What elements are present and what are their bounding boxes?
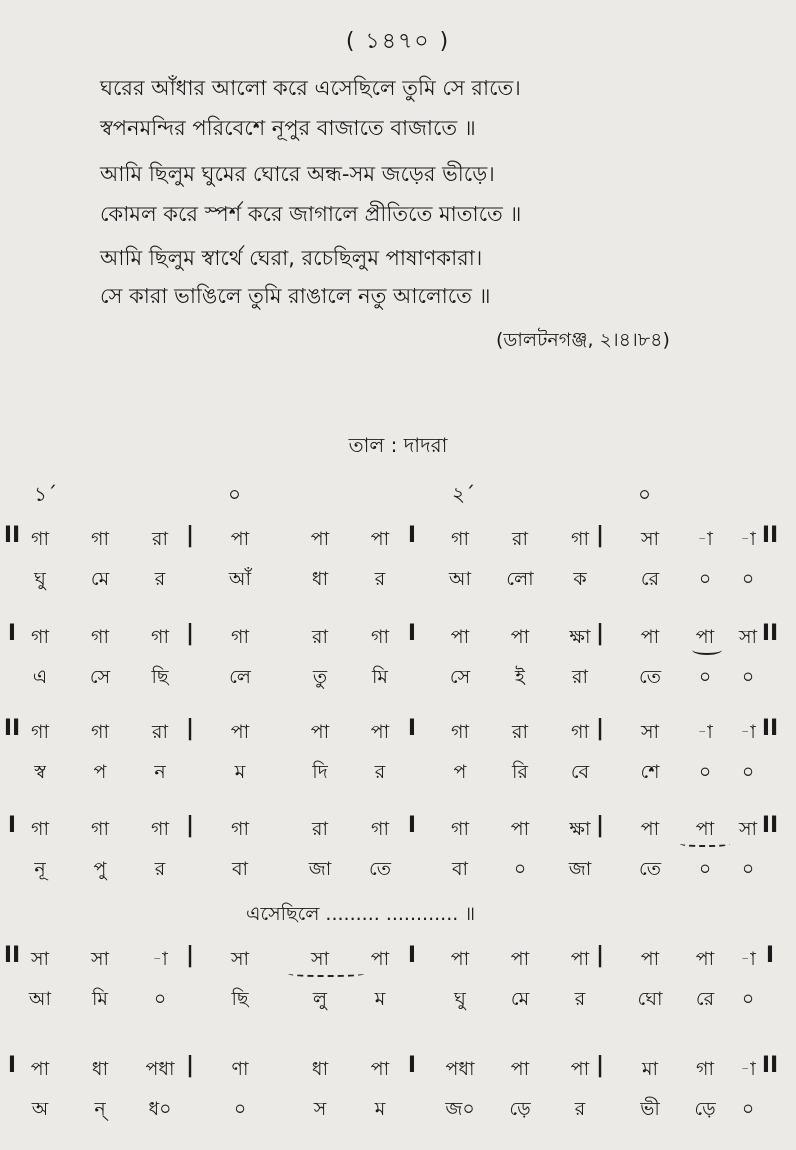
- end-bar: II: [761, 621, 779, 646]
- swara-note: রা: [512, 721, 528, 743]
- lyric-syllable: প: [93, 761, 107, 783]
- lyric-syllable: ক: [573, 568, 587, 590]
- lyric-syllable: ধ০: [148, 1098, 172, 1120]
- poem-line: আমি ছিলুম ঘুমের ঘোরে অন্ধ-সম জড়ের ভীড়ে।: [100, 162, 495, 186]
- swara-note: সা: [738, 818, 758, 840]
- lyric-syllable: আ: [28, 988, 52, 1010]
- lyric-syllable: এ: [32, 666, 48, 688]
- swara-note: রা: [312, 818, 328, 840]
- end-bar: II: [761, 813, 779, 838]
- swara-note: পা: [510, 626, 530, 648]
- swara-note: গা: [91, 626, 109, 648]
- swara-note: সা: [310, 948, 330, 970]
- swara-note: সা: [640, 528, 660, 550]
- swara-note: পা: [510, 948, 530, 970]
- lyric-syllable: রে: [695, 988, 715, 1010]
- swara-note: পা: [310, 721, 330, 743]
- poem-line: কোমল করে স্পর্শ করে জাগালে প্রীতিতে মাতাতে ॥: [100, 202, 522, 226]
- lyric-syllable: আঁ: [228, 568, 252, 590]
- lyric-syllable: র: [154, 858, 166, 880]
- lyric-syllable: ০: [741, 1098, 755, 1120]
- swara-note: পা: [450, 948, 470, 970]
- swara-note: পা: [570, 948, 590, 970]
- swara-note: -া: [740, 528, 756, 550]
- swara-note: পা: [450, 626, 470, 648]
- swara-note: -া: [740, 721, 756, 743]
- divider-bar: |: [595, 621, 605, 646]
- lyric-syllable: ড়ে: [694, 1098, 716, 1120]
- swara-note: গা: [231, 818, 249, 840]
- lyric-syllable: ন: [154, 761, 166, 783]
- swara-note: গা: [91, 818, 109, 840]
- swara-note: গা: [31, 528, 49, 550]
- swara-note: গা: [571, 528, 589, 550]
- lyric-syllable: রে: [640, 568, 660, 590]
- lyric-syllable: বা: [231, 858, 249, 880]
- divider-bar: |: [595, 813, 605, 838]
- swara-note: পধা: [445, 1058, 475, 1080]
- lyric-syllable: মে: [90, 568, 110, 590]
- swara-note: গা: [91, 721, 109, 743]
- lyric-syllable: ০: [741, 988, 755, 1010]
- swara-note: পধা: [145, 1058, 175, 1080]
- swara-note: সা: [230, 948, 250, 970]
- swara-note: গা: [31, 626, 49, 648]
- divider-bar: |: [185, 621, 195, 646]
- start-bar: I: [7, 621, 17, 646]
- swara-note: -া: [697, 528, 713, 550]
- lyric-syllable: সে: [89, 666, 111, 688]
- divider-bar: I: [407, 523, 417, 548]
- poem-line: আমি ছিলুম স্বার্থে ঘেরা, রচেছিলুম পাষাণকারা।: [100, 246, 483, 270]
- page-number: ( ১৪৭০ ): [345, 29, 451, 54]
- swara-note: গা: [696, 1058, 714, 1080]
- lyric-syllable: লু: [312, 988, 328, 1010]
- lyric-syllable: শে: [640, 761, 660, 783]
- swara-note: সা: [640, 721, 660, 743]
- lyric-syllable: ধা: [311, 568, 329, 590]
- swara-note: গা: [31, 818, 49, 840]
- lyric-syllable: বা: [451, 858, 469, 880]
- lyric-syllable: ঘু: [34, 568, 46, 590]
- lyric-syllable: ম: [374, 988, 386, 1010]
- lyric-syllable: বে: [570, 761, 590, 783]
- end-bar: II: [761, 523, 779, 548]
- swara-note: পা: [640, 948, 660, 970]
- beat-marks: [0, 480, 796, 510]
- swara-note: পা: [230, 528, 250, 550]
- lyric-syllable: অ: [31, 1098, 49, 1120]
- lyric-syllable: ০: [741, 568, 755, 590]
- swara-note: গা: [451, 721, 469, 743]
- swara-note: -া: [152, 948, 168, 970]
- lyric-syllable: র: [154, 568, 166, 590]
- swara-note: গা: [451, 528, 469, 550]
- swara-note: পা: [510, 1058, 530, 1080]
- start-bar: II: [3, 523, 21, 548]
- divider-bar: |: [185, 716, 195, 741]
- start-bar: II: [3, 943, 21, 968]
- lyric-syllable: ০: [741, 858, 755, 880]
- divider-bar: |: [185, 523, 195, 548]
- lyric-syllable: স্ব: [34, 761, 46, 783]
- swara-note: মা: [641, 1058, 659, 1080]
- slur-mark: [680, 839, 730, 847]
- swara-note: গা: [231, 626, 249, 648]
- lyric-syllable: জা: [568, 858, 592, 880]
- divider-bar: |: [185, 1053, 195, 1078]
- lyric-syllable: ঘো: [637, 988, 663, 1010]
- swara-note: গা: [371, 626, 389, 648]
- end-bar: II: [761, 1053, 779, 1078]
- swara-note: রা: [312, 626, 328, 648]
- divider-bar: |: [595, 523, 605, 548]
- start-bar: II: [3, 716, 21, 741]
- lyric-syllable: তু: [312, 666, 328, 688]
- lyric-syllable: ০: [233, 1098, 247, 1120]
- divider-bar: |: [595, 943, 605, 968]
- lyric-syllable: জ০: [445, 1098, 475, 1120]
- lyric-syllable: মি: [372, 666, 388, 688]
- slur-mark: [692, 645, 722, 655]
- swara-note: সা: [90, 948, 110, 970]
- end-bar: II: [761, 716, 779, 741]
- tala-heading: তাল : দাদরা: [348, 433, 448, 457]
- poem-line: স্বপনমন্দির পরিবেশে নূপুর বাজাতে বাজাতে ॥: [100, 116, 476, 140]
- lyric-syllable: র: [574, 988, 586, 1010]
- swara-note: গা: [451, 818, 469, 840]
- lyric-syllable: র: [374, 568, 386, 590]
- lyric-syllable: ০: [698, 761, 712, 783]
- divider-bar: |: [595, 716, 605, 741]
- beat-mark: ২´: [452, 482, 476, 506]
- divider-bar: |: [185, 813, 195, 838]
- beat-mark: ০: [638, 482, 652, 506]
- divider-bar: I: [407, 813, 417, 838]
- lyric-syllable: ন্: [94, 1098, 106, 1120]
- beat-mark: ০: [228, 482, 242, 506]
- lyric-syllable: ঘু: [454, 988, 466, 1010]
- swara-note: পা: [370, 948, 390, 970]
- swara-note: গা: [571, 721, 589, 743]
- swara-note: ধা: [311, 1058, 329, 1080]
- lyric-syllable: ভী: [640, 1098, 660, 1120]
- swara-note: রা: [152, 528, 168, 550]
- swara-note: সা: [30, 948, 50, 970]
- swara-note: পা: [370, 1058, 390, 1080]
- lyric-syllable: ছি: [151, 666, 169, 688]
- lyric-syllable: প: [453, 761, 467, 783]
- lyric-syllable: নূ: [34, 858, 46, 880]
- lyric-syllable: ড়ে: [509, 1098, 531, 1120]
- lyric-syllable: ছি: [231, 988, 249, 1010]
- swara-note: -া: [740, 948, 756, 970]
- swara-note: পা: [230, 721, 250, 743]
- swara-note: পা: [570, 1058, 590, 1080]
- swara-note: পা: [370, 528, 390, 550]
- swara-note: পা: [370, 721, 390, 743]
- swara-note: গা: [151, 626, 169, 648]
- swara-note: পা: [640, 818, 660, 840]
- lyric-syllable: মি: [92, 988, 108, 1010]
- refrain-text: এসেছিলে ......... ............ ॥: [246, 903, 476, 925]
- swara-note: গা: [151, 818, 169, 840]
- swara-note: রা: [152, 721, 168, 743]
- swara-note: পা: [695, 818, 715, 840]
- divider-bar: I: [407, 943, 417, 968]
- swara-note: সা: [738, 626, 758, 648]
- lyric-syllable: লে: [229, 666, 251, 688]
- lyric-syllable: জা: [308, 858, 332, 880]
- lyric-syllable: ০: [513, 858, 527, 880]
- lyric-syllable: ম: [234, 761, 246, 783]
- lyric-syllable: পু: [93, 858, 107, 880]
- lyric-syllable: রা: [572, 666, 588, 688]
- lyric-syllable: লো: [506, 568, 534, 590]
- lyric-syllable: তে: [639, 666, 661, 688]
- swara-note: পা: [510, 818, 530, 840]
- lyric-syllable: স: [313, 1098, 327, 1120]
- divider-bar: |: [595, 1053, 605, 1078]
- lyric-syllable: আ: [448, 568, 472, 590]
- lyric-syllable: ০: [741, 666, 755, 688]
- poem-line: ঘরের আঁধার আলো করে এসেছিলে তুমি সে রাতে।: [100, 76, 521, 100]
- swara-note: পা: [695, 948, 715, 970]
- swara-note: -া: [740, 1058, 756, 1080]
- divider-bar: I: [407, 621, 417, 646]
- place-date: (ডালটনগঞ্জ, ২।৪।৮৪): [496, 329, 670, 351]
- lyric-syllable: ০: [698, 666, 712, 688]
- lyric-syllable: সে: [449, 666, 471, 688]
- swara-note: ণা: [231, 1058, 249, 1080]
- divider-bar: I: [407, 716, 417, 741]
- swara-note: গা: [371, 818, 389, 840]
- swara-note: ধা: [91, 1058, 109, 1080]
- end-bar: I: [765, 943, 775, 968]
- swara-note: গা: [31, 721, 49, 743]
- lyric-syllable: ০: [698, 858, 712, 880]
- lyric-syllable: তে: [639, 858, 661, 880]
- swara-note: ক্ষা: [569, 626, 591, 648]
- swara-note: পা: [310, 528, 330, 550]
- divider-bar: |: [185, 943, 195, 968]
- swara-note: রা: [512, 528, 528, 550]
- start-bar: I: [7, 1053, 17, 1078]
- lyric-syllable: ০: [698, 568, 712, 590]
- swara-note: পা: [640, 626, 660, 648]
- divider-bar: I: [407, 1053, 417, 1078]
- lyric-syllable: ম: [374, 1098, 386, 1120]
- swara-note: ক্ষা: [569, 818, 591, 840]
- start-bar: I: [7, 813, 17, 838]
- lyric-syllable: ০: [153, 988, 167, 1010]
- lyric-syllable: র: [374, 761, 386, 783]
- slur-mark: [288, 969, 364, 977]
- lyric-syllable: ০: [741, 761, 755, 783]
- swara-note: পা: [30, 1058, 50, 1080]
- beat-mark: ১´: [34, 482, 57, 506]
- lyric-syllable: মে: [510, 988, 530, 1010]
- swara-note: পা: [695, 626, 715, 648]
- lyric-syllable: তে: [369, 858, 391, 880]
- poem-line: সে কারা ভাঙিলে তুমি রাঙালে নতু আলোতে ॥: [100, 284, 491, 308]
- swara-note: -া: [697, 721, 713, 743]
- lyric-syllable: ই: [515, 666, 525, 688]
- lyric-syllable: দি: [312, 761, 328, 783]
- swara-note: গা: [91, 528, 109, 550]
- lyric-syllable: রি: [512, 761, 528, 783]
- lyric-syllable: র: [574, 1098, 586, 1120]
